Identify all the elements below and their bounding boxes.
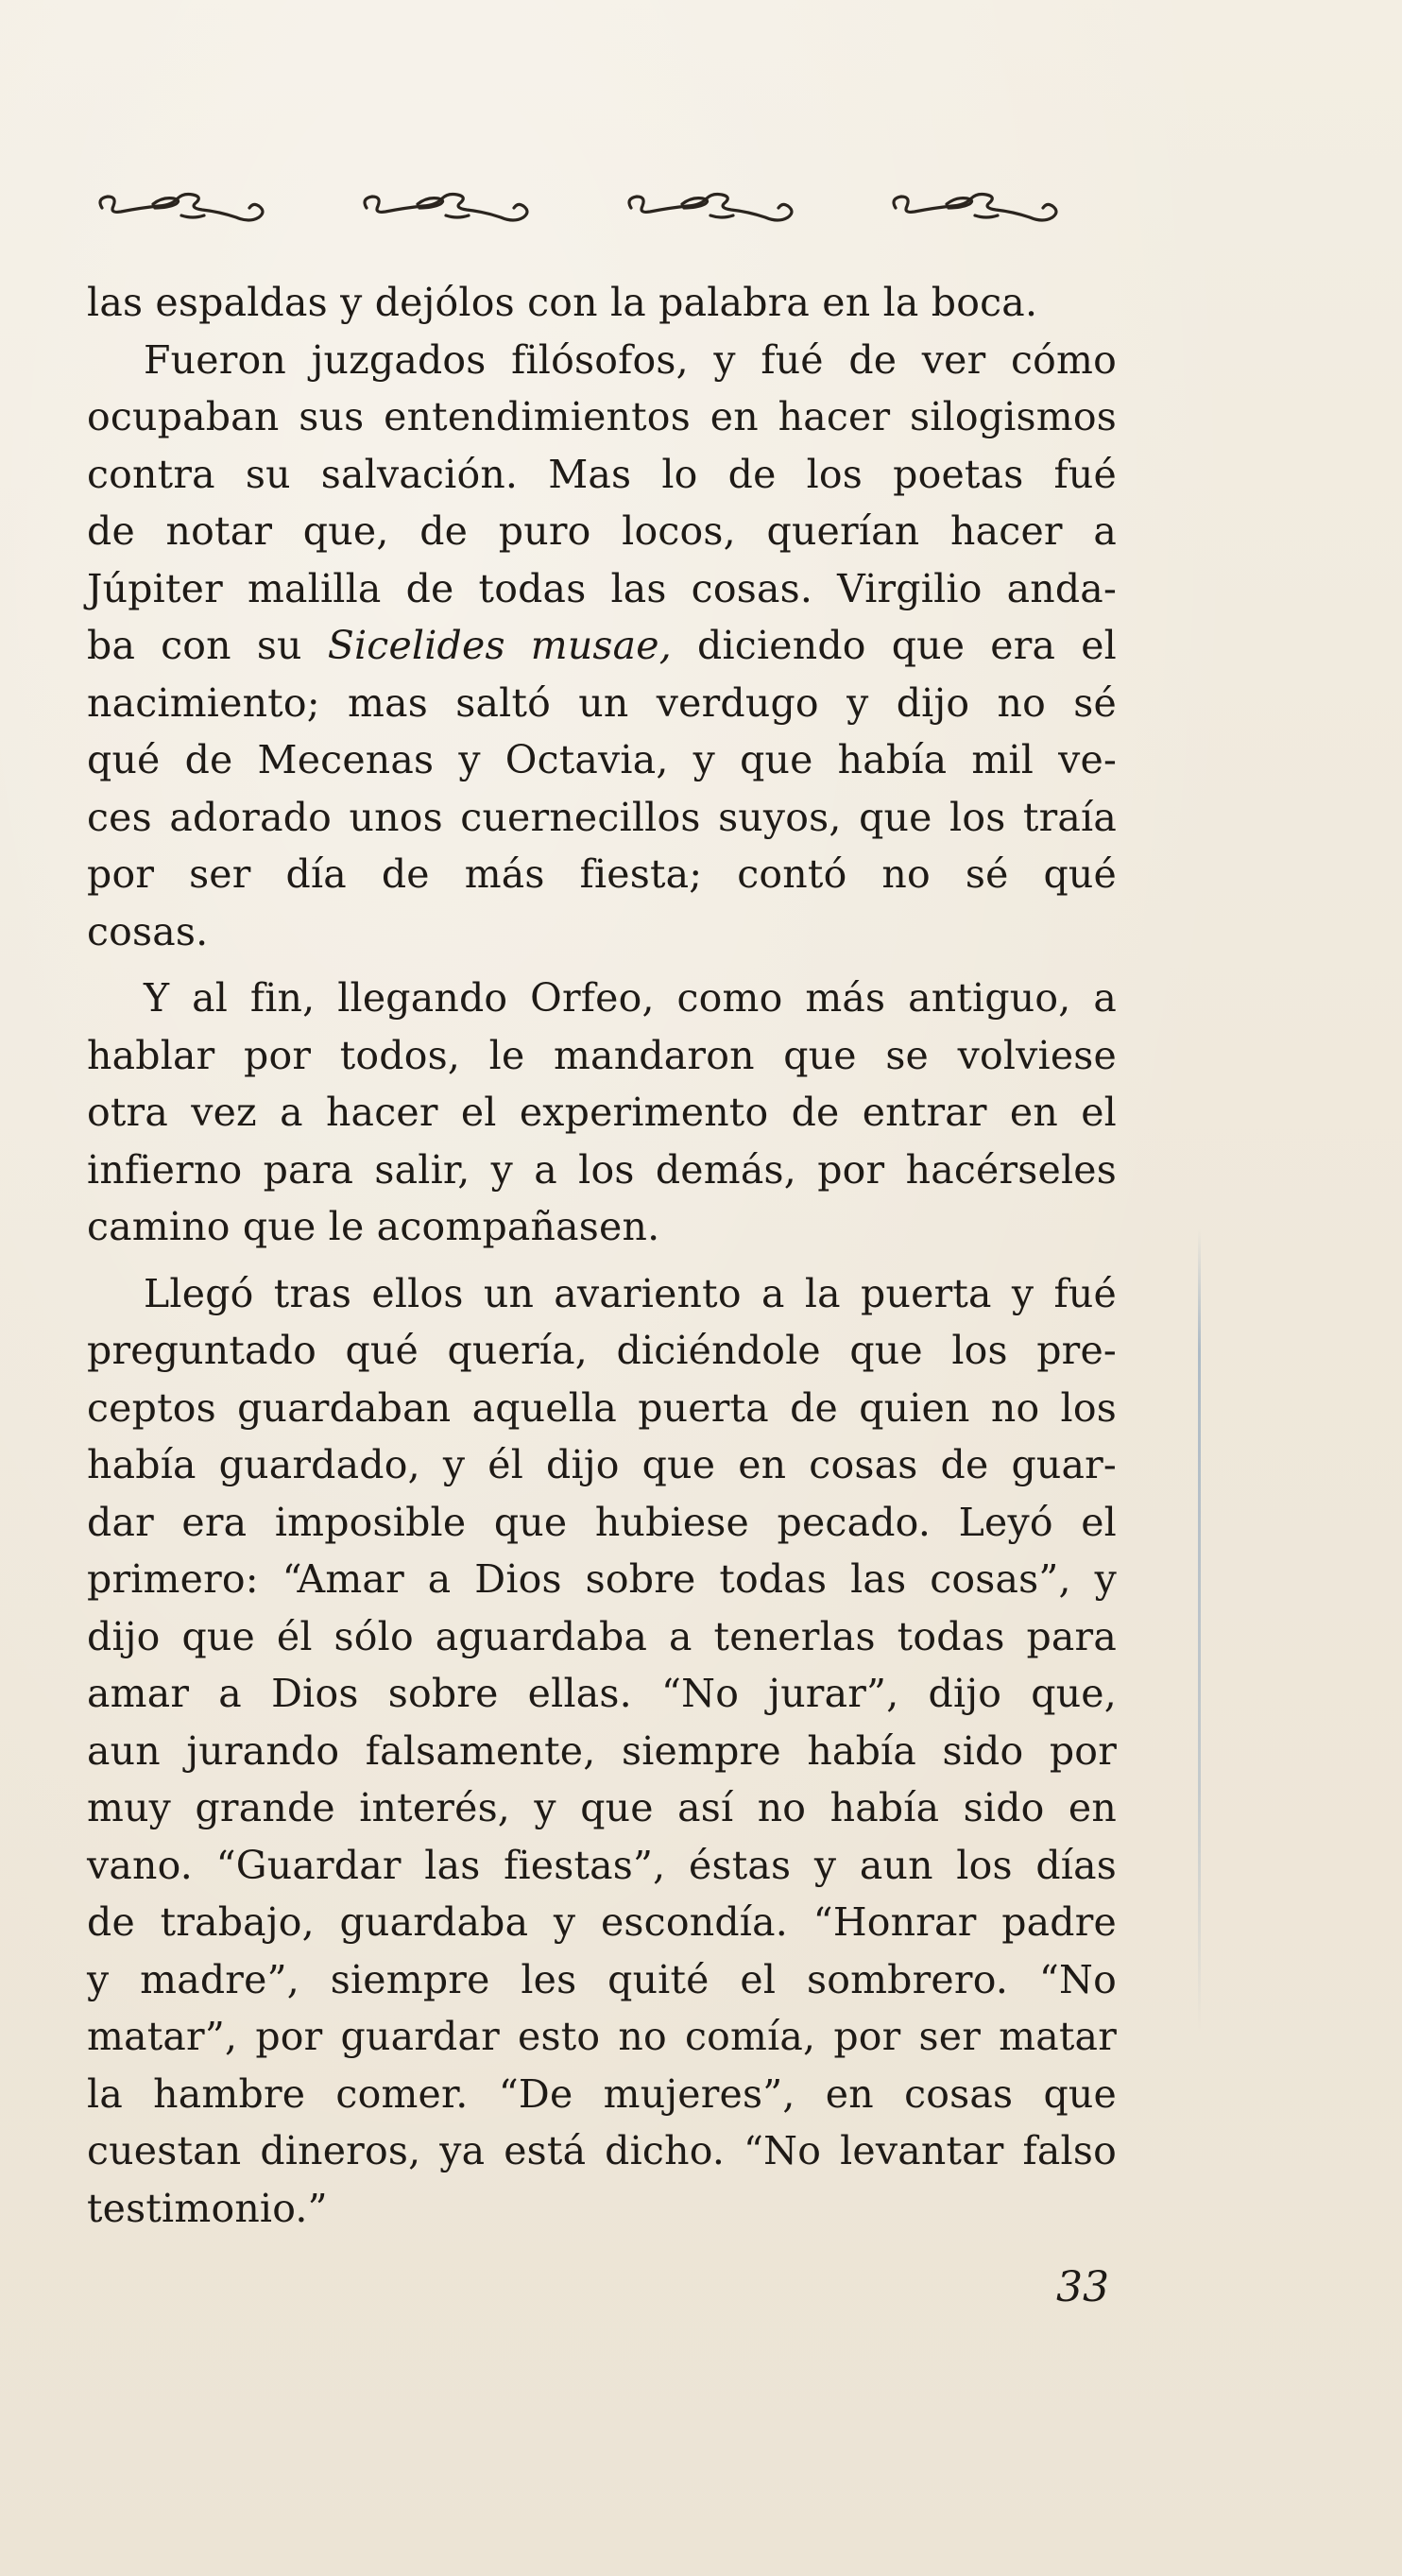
decorative-ornament-band bbox=[94, 180, 1124, 236]
text-line: la hambre comer. “De mujeres”, en cosas que bbox=[87, 2070, 1117, 2117]
text-line: y madre”, siempre les quité el sombrero. “No bbox=[87, 1956, 1117, 2002]
text-line: Fueron juzgados filósofos, y fué de ver cómo bbox=[144, 336, 1117, 383]
text-line: por ser día de más fiesta; contó no sé qué bbox=[87, 851, 1117, 897]
text-line-segment: ba con su bbox=[87, 623, 328, 668]
text-line: preguntado qué quería, diciéndole que los pre- bbox=[87, 1328, 1117, 1373]
text-line: cosas. bbox=[87, 908, 209, 954]
body-text bbox=[87, 274, 1117, 2237]
text-line: ces adorado unos cuernecillos suyos, que los traía bbox=[87, 794, 1117, 840]
text-line: nacimiento; mas saltó un verdugo y dijo no sé bbox=[87, 679, 1117, 726]
text-line: matar”, por guardar esto no comía, por ser matar bbox=[87, 2014, 1117, 2059]
text-line: Llegó tras ellos un avariento a la puerta y fué bbox=[144, 1270, 1117, 1316]
text-line: las espaldas y dejólos con la palabra en la boca. bbox=[87, 280, 1038, 325]
text-line: de notar que, de puro locos, querían hacer a bbox=[87, 508, 1117, 554]
text-line: Júpiter malilla de todas las cosas. Virgilio anda- bbox=[87, 565, 1117, 611]
text-line: cuestan dineros, ya está dicho. “No levantar falso bbox=[87, 2128, 1117, 2173]
text-line: dijo que él sólo aguardaba a tenerlas todas para bbox=[87, 1613, 1117, 1659]
text-line: otra vez a hacer el experimento de entrar en el bbox=[87, 1090, 1117, 1135]
text-line: Y al fin, llegando Orfeo, como más antiguo, a bbox=[144, 975, 1117, 1021]
text-line: qué de Mecenas y Octavia, y que había mil ve- bbox=[87, 737, 1117, 782]
text-line: había guardado, y él dijo que en cosas de guar- bbox=[87, 1442, 1117, 1487]
text-line bbox=[87, 617, 1117, 675]
text-line: muy grande interés, y que así no había sido en bbox=[87, 1785, 1117, 1830]
paragraph-gap bbox=[87, 1256, 1117, 1265]
text-line: infierno para salir, y a los demás, por hacérseles bbox=[87, 1146, 1117, 1193]
margin-pencil-mark bbox=[1198, 1228, 1201, 2032]
scroll-ornament bbox=[100, 195, 263, 221]
text-line: aun jurando falsamente, siempre había sido por bbox=[87, 1727, 1117, 1774]
text-line-segment: diciendo que era el bbox=[672, 623, 1117, 668]
text-line: dar era imposible que hubiese pecado. Leyó el bbox=[87, 1499, 1117, 1545]
text-line: vano. “Guardar las fiestas”, éstas y aun los días bbox=[87, 1842, 1117, 1888]
text-line: hablar por todos, le mandaron que se volviese bbox=[87, 1032, 1117, 1078]
text-line: amar a Dios sobre ellas. “No jurar”, dijo que, bbox=[87, 1671, 1117, 1716]
page-number: 33 bbox=[1056, 2263, 1109, 2311]
text-line: contra su salvación. Mas lo de los poetas fué bbox=[87, 451, 1117, 497]
paragraph-gap bbox=[87, 960, 1117, 970]
text-line: ceptos guardaban aquella puerta de quien no los bbox=[87, 1384, 1117, 1431]
text-line: de trabajo, guardaba y escondía. “Honrar padre bbox=[87, 1899, 1117, 1945]
text-line: ocupaban sus entendimientos en hacer silogismos bbox=[87, 394, 1117, 439]
text-line: camino que le acompañasen. bbox=[87, 1204, 660, 1249]
text-line: testimonio.” bbox=[87, 2185, 328, 2231]
text-line: primero: “Amar a Dios sobre todas las cosas”, y bbox=[87, 1556, 1117, 1602]
italic-phrase: Sicelides musae, bbox=[327, 623, 673, 668]
